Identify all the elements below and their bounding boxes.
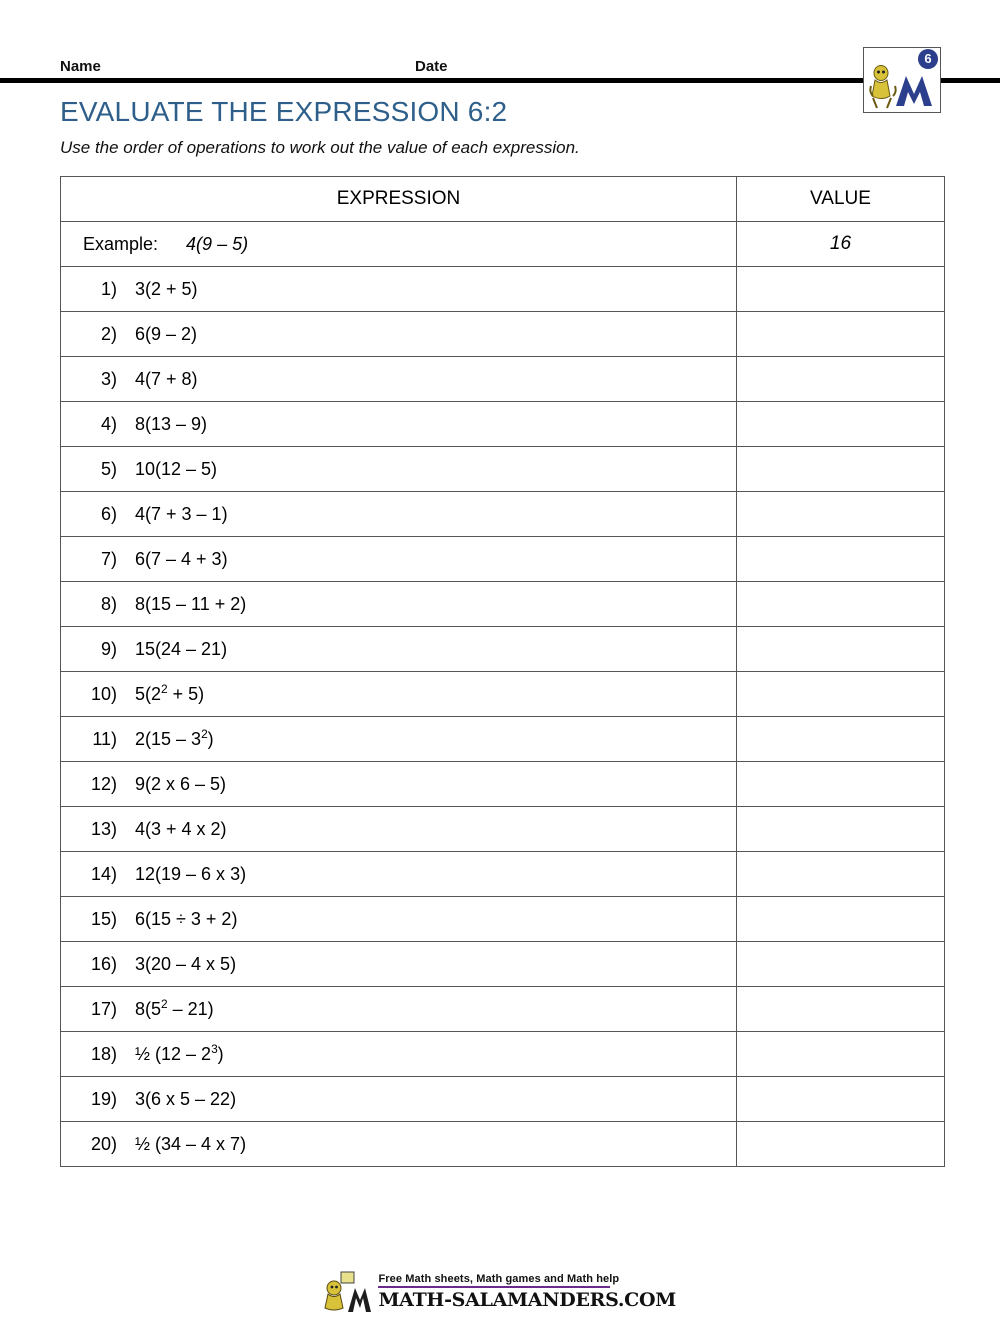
row-index: 19) (90, 1088, 117, 1109)
table-row (61, 897, 945, 942)
row-index: 2) (100, 323, 117, 344)
table-row (61, 717, 945, 762)
answer-cell[interactable] (737, 1077, 945, 1122)
table-row (61, 312, 945, 357)
row-index: 6) (100, 503, 117, 524)
table-row (61, 402, 945, 447)
row-index: 16) (90, 953, 117, 974)
date-label: Date (415, 58, 448, 75)
expression-text: 15(24 – 21) (135, 638, 228, 659)
expression-cell (61, 537, 737, 582)
row-index: 12) (90, 773, 117, 794)
table-row (61, 357, 945, 402)
expression-cell (61, 582, 737, 627)
table-row (61, 672, 945, 717)
answer-cell[interactable] (737, 717, 945, 762)
expression-text: 6(9 – 2) (135, 323, 198, 344)
footer-salamander-icon (324, 1270, 372, 1314)
row-index: 11) (92, 728, 117, 749)
table-row (61, 582, 945, 627)
answer-cell[interactable] (737, 897, 945, 942)
expression-text: 4(7 + 8) (135, 368, 198, 389)
worksheet-header (60, 50, 940, 86)
answer-cell[interactable] (737, 402, 945, 447)
expression-cell (61, 717, 737, 762)
row-index: 3) (100, 368, 117, 389)
logo-m-icon (894, 70, 934, 110)
row-index: 5) (100, 458, 117, 479)
expression-cell (61, 1122, 737, 1167)
answer-cell[interactable] (737, 987, 945, 1032)
answer-cell[interactable] (737, 357, 945, 402)
example-label: Example: (83, 233, 159, 254)
expression-cell (61, 1032, 737, 1077)
row-index: 14) (90, 863, 117, 884)
table-row (61, 537, 945, 582)
row-index: 15) (90, 908, 117, 929)
table-row (61, 1032, 945, 1077)
expression-cell (61, 492, 737, 537)
answer-cell[interactable] (737, 1122, 945, 1167)
math-salamanders-logo (863, 47, 941, 113)
example-expression: 4(9 – 5) (186, 233, 249, 254)
expression-cell (61, 267, 737, 312)
footer-site: MATH-SALAMANDERS.COM (378, 1289, 676, 1311)
page-subtitle: Use the order of operations to work out the value of each expression. (60, 138, 580, 157)
row-index: 1) (100, 278, 117, 299)
table-row (61, 987, 945, 1032)
answer-cell[interactable] (737, 1032, 945, 1077)
expression-text: 10(12 – 5) (135, 458, 218, 479)
expression-cell (61, 357, 737, 402)
answer-cell[interactable] (737, 492, 945, 537)
expression-text: 8(15 – 11 + 2) (135, 593, 247, 614)
expression-cell (61, 447, 737, 492)
answer-cell[interactable] (737, 672, 945, 717)
expression-text: 12(19 – 6 x 3) (135, 863, 247, 884)
footer-tagline: Free Math sheets, Math games and Math help (378, 1273, 620, 1285)
expression-cell (61, 762, 737, 807)
logo-grade-badge: 6 (918, 49, 938, 69)
table-row (61, 807, 945, 852)
expression-cell (61, 852, 737, 897)
row-index: 7) (100, 548, 117, 569)
expression-text: 8(13 – 9) (135, 413, 208, 434)
expression-cell (61, 672, 737, 717)
expression-text: $8(5^2 - 21)$ (135, 996, 214, 1019)
row-index: 4) (100, 413, 117, 434)
table-row (61, 447, 945, 492)
answer-cell[interactable] (737, 762, 945, 807)
column-header-expression: EXPRESSION (61, 177, 737, 222)
row-index: 13) (90, 818, 117, 839)
expression-cell (61, 807, 737, 852)
expression-cell (61, 1077, 737, 1122)
expression-text: 6(7 – 4 + 3) (135, 548, 228, 569)
row-index: 10) (90, 683, 117, 704)
expression-text: $5(2^2 + 5)$ (135, 681, 205, 704)
expression-text: 4(3 + 4 x 2) (135, 818, 227, 839)
expression-cell (61, 312, 737, 357)
expression-table (60, 176, 945, 1167)
row-index: 18) (90, 1043, 117, 1064)
row-index: 8) (100, 593, 117, 614)
example-value-cell: 16 (737, 222, 945, 267)
answer-cell[interactable] (737, 537, 945, 582)
table-row (61, 852, 945, 897)
expression-cell (61, 987, 737, 1032)
table-row (61, 1077, 945, 1122)
answer-cell[interactable] (737, 267, 945, 312)
salamander-mascot-icon (869, 64, 897, 110)
expression-text: 3(20 – 4 x 5) (135, 953, 237, 974)
name-label: Name (60, 58, 101, 75)
answer-cell[interactable] (737, 627, 945, 672)
expression-cell (61, 402, 737, 447)
expression-cell (61, 942, 737, 987)
table-row (61, 1122, 945, 1167)
table-row (61, 492, 945, 537)
answer-cell[interactable] (737, 447, 945, 492)
table-body (61, 222, 945, 1167)
expression-cell (61, 627, 737, 672)
expression-text: 3(2 + 5) (135, 278, 198, 299)
page-title: EVALUATE THE EXPRESSION 6:2 (60, 96, 508, 127)
expression-text: $2(15 - 3^2)$ (135, 726, 214, 749)
expression-text: ½ (34 – 4 x 7) (135, 1133, 247, 1154)
answer-cell[interactable] (737, 852, 945, 897)
answer-cell[interactable] (737, 582, 945, 627)
expression-text: 4(7 + 3 – 1) (135, 503, 228, 524)
example-expression-cell (61, 222, 737, 267)
example-row (61, 222, 945, 267)
answer-cell[interactable] (737, 312, 945, 357)
table-row (61, 762, 945, 807)
row-index: 9) (100, 638, 117, 659)
footer (0, 1270, 1000, 1314)
table-row (61, 627, 945, 672)
expression-cell (61, 897, 737, 942)
row-index: 17) (90, 998, 117, 1019)
answer-cell[interactable] (737, 942, 945, 987)
column-header-value: VALUE (737, 177, 945, 222)
answer-cell[interactable] (737, 807, 945, 852)
table-header-row (61, 177, 945, 222)
expression-text: 3(6 x 5 – 22) (135, 1088, 237, 1109)
expression-text: 9(2 x 6 – 5) (135, 773, 227, 794)
table-row (61, 267, 945, 312)
table-row (61, 942, 945, 987)
expression-text: ½ $(12 - 2^3)$ (135, 1041, 224, 1064)
row-index: 20) (90, 1133, 117, 1154)
expression-text: 6(15 ÷ 3 + 2) (135, 908, 238, 929)
worksheet-page (0, 50, 1000, 1344)
footer-divider (378, 1286, 610, 1288)
